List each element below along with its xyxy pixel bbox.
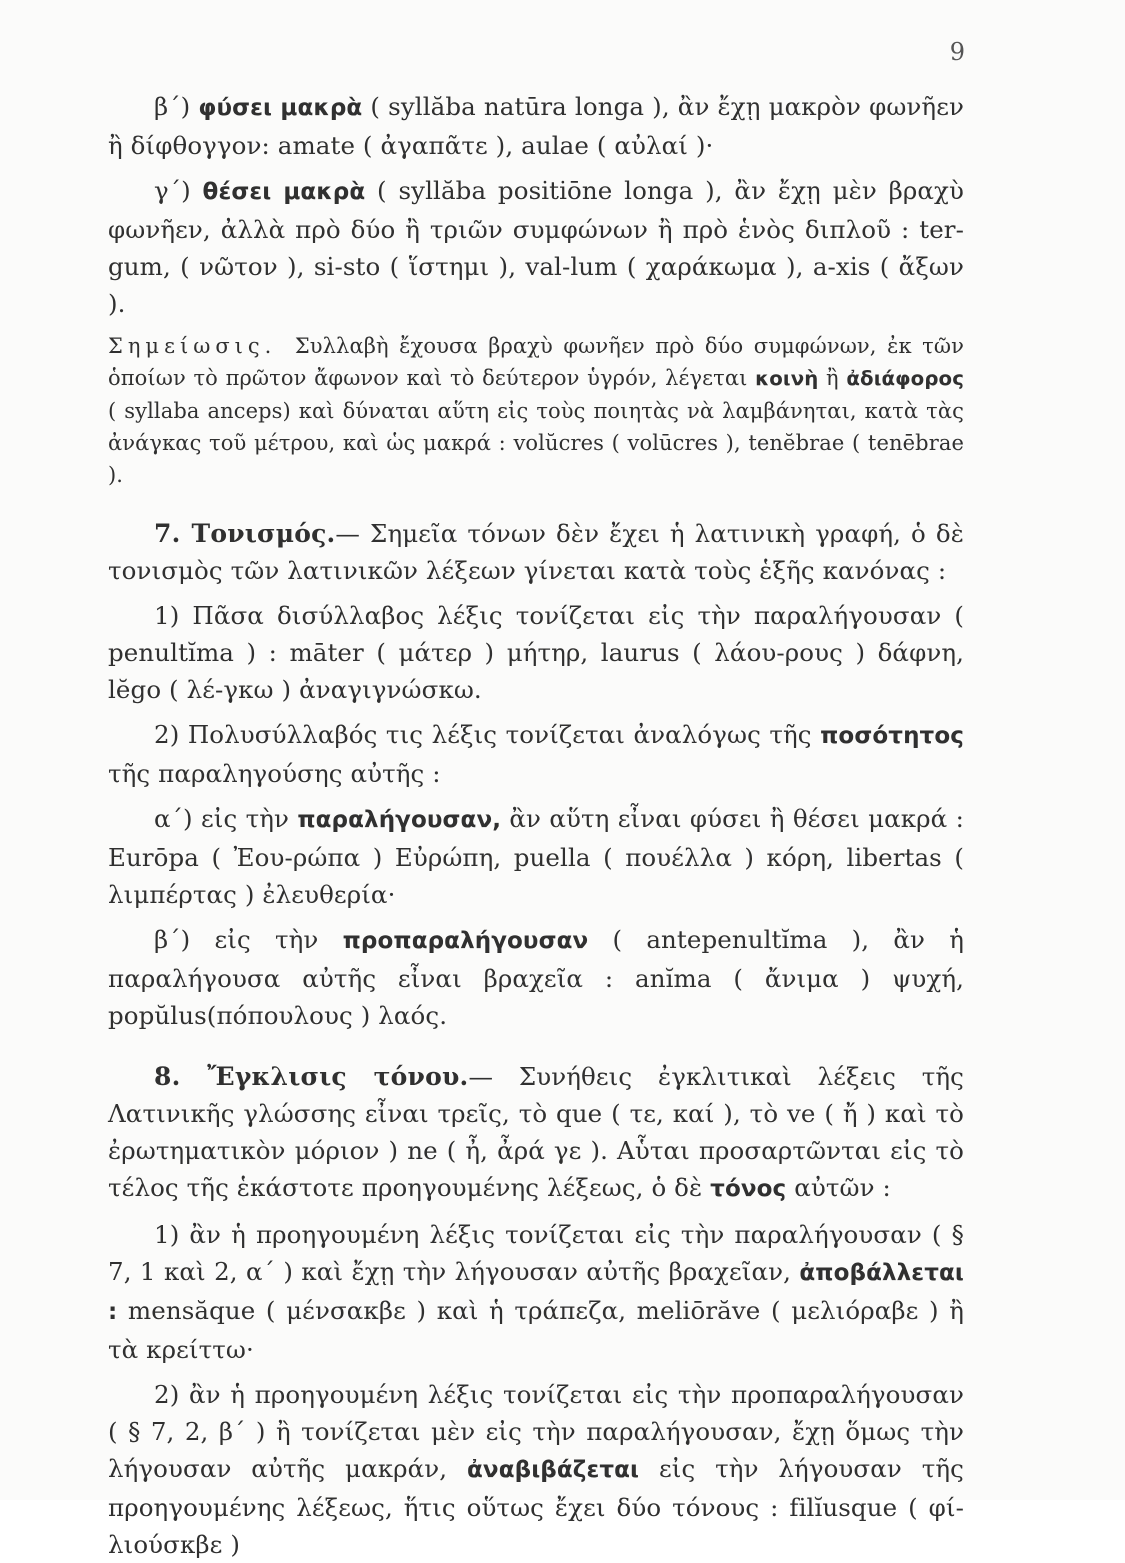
text-fragment: β΄) εἰς τὴν [154,925,343,954]
bold-term: θέσει μακρὰ [202,179,366,205]
paragraph-physei-makra [108,88,964,164]
text-fragment: ( syllaba anceps) καὶ δύναται αὕτη εἰς τοὺς ποιητὰς νὰ λαμβάνηται, κατὰ τὰς ἀνάγκας τοῦ μέτρου, καὶ ὡς μακρά : volŭcres ( volūcres ), tenĕbrae ( tenēbrae ). [108,399,964,487]
section-title: 7. Τονισμός. [154,519,336,548]
note-label: Σημείωσις. [108,334,277,358]
bold-term: παραλήγουσαν, [297,807,502,833]
section-title: 8. Ἔγκλισις τόνου. [154,1062,469,1091]
section-7-intro [108,515,964,589]
text-fragment: εἰς τὴν λήγουσαν τῆς προηγουμένης λέξεως, ἥτις οὕτως ἔχει δύο τόνους : filĭusque ( φί-λιούσκβε ) [108,1454,964,1559]
text-fragment: Συλλαβὴ ἔχουσα βραχὺ φωνῆεν πρὸ δύο συμφώνων, ἐκ τῶν ὁποίων τὸ πρῶτον ἄφωνον καὶ τὸ δεύτερον ὑγρόν, λέγεται [108,334,964,390]
section-8-rule-2 [108,1376,964,1563]
bold-term: ἀναβιβάζεται [467,1457,640,1483]
bold-term: ἀδιάφορος [846,367,965,390]
bold-term: προπαραλήγουσαν [342,928,589,954]
text-fragment: — Σημεῖα τόνων δὲν ἔχει ἡ λατινικὴ γραφή, ὁ δὲ τονισμὸς τῶν λατινικῶν λέξεων γίνεται κατὰ τοὺς ἑξῆς κανόνας : [108,519,965,585]
paragraph-thesei-makra [108,172,964,322]
text-fragment: ( antepenultĭma ), ἂν ἡ παραλήγουσα αὐτῆς εἶναι βραχεῖα : anĭma ( ἄνιμα ) ψυχή, popŭlus(πόπουλους ) λαός. [108,925,964,1030]
text-fragment: ( syllăba natūra longa ), ἂν ἔχῃ μακρὸν φωνῆεν ἢ δίφθογγον: amate ( ἀγαπᾶτε ), aulae ( αὐλαί )· [108,92,964,160]
page-text-body [108,88,964,1563]
bold-term: κοινὴ [755,367,819,390]
text-fragment: ( syllăba positiōne longa ), ἂν ἔχῃ μὲν βραχὺ φωνῆεν, ἀλλὰ πρὸ δύο ἢ τριῶν συμφώνων ἢ πρὸ ἑνὸς διπλοῦ : ter-gum, ( νῶτον ), si-sto ( ἵστημι ), val-lum ( χαράκωμα ), a-xis ( ἄξων ). [108,176,964,318]
text-fragment: τῆς παραληγούσης αὐτῆς : [108,759,441,788]
text-fragment: αὐτῶν : [786,1173,891,1202]
bold-term: φύσει μακρὰ [198,95,363,121]
section-7-rule-2 [108,716,964,792]
text-fragment: mensăque ( μένσακβε ) καὶ ἡ τράπεζα, meliōrăve ( μελιόραβε ) ἢ τὰ κρείττω· [108,1296,964,1364]
text-fragment: 2) ἂν ἡ προηγουμένη λέξις τονίζεται εἰς τὴν προπαραλήγουσαν ( § 7, 2, β΄ ) ἢ τονίζεται μὲν εἰς τὴν παραλήγουσαν, ἔχῃ ὅμως τὴν λήγουσαν αὐτῆς μακράν, [108,1380,964,1483]
text-fragment: α΄) εἰς τὴν [154,804,298,833]
section-7-rule-a [108,800,964,913]
section-8-intro [108,1058,964,1208]
text-fragment: ἂν αὕτη εἶναι φύσει ἢ θέσει μακρά : Eurōpa ( Ἐου-ρώπα ) Εὐρώπη, puella ( πουέλλα ) κόρη, libertas ( λιμπέρτας ) ἐλευθερία· [108,804,964,909]
page-number: 9 [949,38,965,66]
bold-term: ἀποβάλλεται : [108,1260,964,1325]
text-fragment: 1) ἂν ἡ προηγουμένη λέξις τονίζεται εἰς τὴν παραλήγουσαν ( § 7, 1 καὶ 2, α΄ ) καὶ ἔχῃ τὴν λήγουσαν αὐτῆς βραχεῖαν, [108,1220,964,1286]
text-fragment: ἢ [818,366,847,390]
note-paragraph [108,330,964,491]
text-fragment: β΄) [154,92,199,121]
bold-term: τόνος [710,1176,787,1202]
section-8-rule-1 [108,1216,964,1368]
section-7-rule-1: 1) Πᾶσα δισύλλαβος λέξις τονίζεται εἰς τὴν παραλήγουσαν ( penultĭma ) : māter ( μάτερ ) μήτηρ, laurus ( λάου-ρους ) δάφνη, lĕgo ( λέ-γκω ) ἀναγιγνώσκω. [108,601,964,704]
text-fragment: 2) Πολυσύλλαβός τις λέξις τονίζεται ἀναλόγως τῆς [154,720,821,749]
text-fragment: γ΄) [154,176,203,205]
text-fragment: — Συνήθεις ἐγκλιτικαὶ λέξεις τῆς Λατινικῆς γλώσσης εἶναι τρεῖς, τὸ que ( τε, καί ), τὸ ve ( ἤ ) καὶ τὸ ἐρωτηματικὸν μόριον ) ne ( ἦ, ἆρά γε ). Αὗται προσαρτῶνται εἰς τὸ τέλος τῆς ἑκάστοτε προηγουμένης λέξεως, ὁ δὲ [108,1062,965,1202]
section-7-rule-b [108,921,964,1034]
bold-term: ποσότητος [820,723,964,749]
